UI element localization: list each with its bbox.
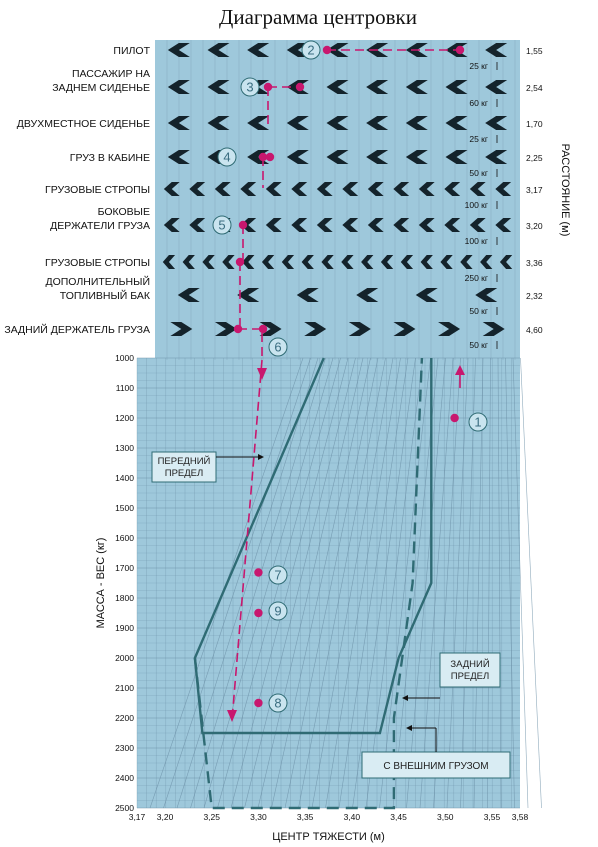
row-distance: 4,60 [526, 325, 543, 335]
y-tick-label: 1900 [115, 623, 134, 633]
x-tick-label: 3,30 [250, 812, 267, 822]
y-tick-label: 2400 [115, 773, 134, 783]
step-marker-label: 3 [246, 79, 254, 95]
x-tick-label: 3,45 [390, 812, 407, 822]
balance-point [239, 221, 247, 229]
y-tick-label: 2200 [115, 713, 134, 723]
step-marker-label: 9 [274, 603, 282, 619]
y-tick-label: 2300 [115, 743, 134, 753]
x-tick-label: 3,50 [436, 812, 454, 822]
row-label: ДВУХМЕСТНОЕ СИДЕНЬЕ [16, 118, 150, 130]
row-distance: 3,17 [526, 185, 543, 195]
balance-point [264, 83, 272, 91]
step-marker-label: 6 [274, 339, 282, 355]
row-label: ПАССАЖИР НА ЗАДНЕМ СИДЕНЬЕ [52, 68, 150, 94]
x-tick-label: 3,35 [296, 812, 314, 822]
x-tick-label: 3,58 [511, 812, 529, 822]
balance-point [456, 46, 464, 54]
balance-point [259, 325, 267, 333]
row-distance: 1,55 [526, 46, 543, 56]
y-tick-label: 1400 [115, 473, 134, 483]
row-label: ГРУЗОВЫЕ СТРОПЫ [45, 184, 150, 196]
balance-point [266, 153, 274, 161]
row-label: ГРУЗОВЫЕ СТРОПЫ [45, 257, 150, 269]
y-tick-label: 2500 [115, 803, 134, 813]
step-marker-label: 4 [223, 149, 231, 165]
row-increment: 100 кг [464, 236, 488, 246]
balance-point [254, 699, 262, 707]
row-label: ДОПОЛНИТЕЛЬНЫЙ ТОПЛИВНЫЙ БАК [45, 276, 150, 302]
row-label: ПИЛОТ [113, 45, 150, 57]
row-increment: 50 кг [469, 168, 488, 178]
balance-point [296, 83, 304, 91]
external-load-label: С ВНЕШНИМ ГРУЗОМ [383, 761, 489, 772]
distance-axis-label: РАССТОЯНИЕ (м) [559, 143, 571, 237]
row-increment: 60 кг [469, 98, 488, 108]
row-increment: 50 кг [469, 340, 488, 350]
row-increment: 25 кг [469, 134, 488, 144]
balance-point [236, 258, 244, 266]
balance-point [254, 609, 262, 617]
step-marker-label: 5 [218, 217, 226, 233]
y-tick-label: 1100 [115, 383, 134, 393]
row-increment: 100 кг [464, 200, 488, 210]
step-marker-label: 7 [274, 567, 282, 583]
y-tick-label: 1200 [115, 413, 134, 423]
y-tick-label: 2100 [115, 683, 134, 693]
row-distance: 3,20 [526, 221, 543, 231]
y-tick-label: 1300 [115, 443, 134, 453]
x-tick-label: 3,55 [483, 812, 501, 822]
x-tick-label: 3,40 [343, 812, 361, 822]
y-tick-label: 1800 [115, 593, 134, 603]
x-tick-label: 3,25 [203, 812, 221, 822]
row-increment: 25 кг [469, 61, 488, 71]
balance-point [234, 325, 242, 333]
row-distance: 2,54 [526, 83, 543, 93]
row-distance: 2,32 [526, 291, 543, 301]
row-label: ГРУЗ В КАБИНЕ [69, 152, 150, 164]
x-axis-label: ЦЕНТР ТЯЖЕСТИ (м) [272, 831, 385, 843]
y-axis-label: МАССА - ВЕС (кг) [95, 537, 107, 629]
step-marker-label: 1 [474, 414, 482, 430]
y-tick-label: 1000 [115, 353, 134, 363]
x-tick-label: 3,20 [156, 812, 174, 822]
row-label: БОКОВЫЕ ДЕРЖАТЕЛИ ГРУЗА [50, 206, 150, 232]
chart-title: Диаграмма центровки [219, 5, 417, 29]
moment-line [521, 358, 542, 808]
row-label: ЗАДНИЙ ДЕРЖАТЕЛЬ ГРУЗА [4, 324, 150, 336]
forward-limit-label: ПЕРЕДНИЙ ПРЕДЕЛ [157, 456, 211, 479]
x-tick-label: 3,17 [128, 812, 146, 822]
y-tick-label: 1600 [115, 533, 134, 543]
y-tick-label: 2000 [115, 653, 134, 663]
step-marker-label: 8 [274, 695, 282, 711]
step-marker-label: 2 [307, 42, 315, 58]
y-tick-label: 1700 [115, 563, 134, 573]
row-distance: 2,25 [526, 153, 543, 163]
balance-point [450, 414, 458, 422]
row-increment: 250 кг [464, 273, 488, 283]
row-increment: 50 кг [469, 306, 488, 316]
balance-point [254, 568, 262, 576]
row-distance: 1,70 [526, 119, 543, 129]
row-distance: 3,36 [526, 258, 543, 268]
y-tick-label: 1500 [115, 503, 134, 513]
balance-point [323, 46, 331, 54]
aft-limit-label: ЗАДНИЙ ПРЕДЕЛ [450, 659, 490, 682]
